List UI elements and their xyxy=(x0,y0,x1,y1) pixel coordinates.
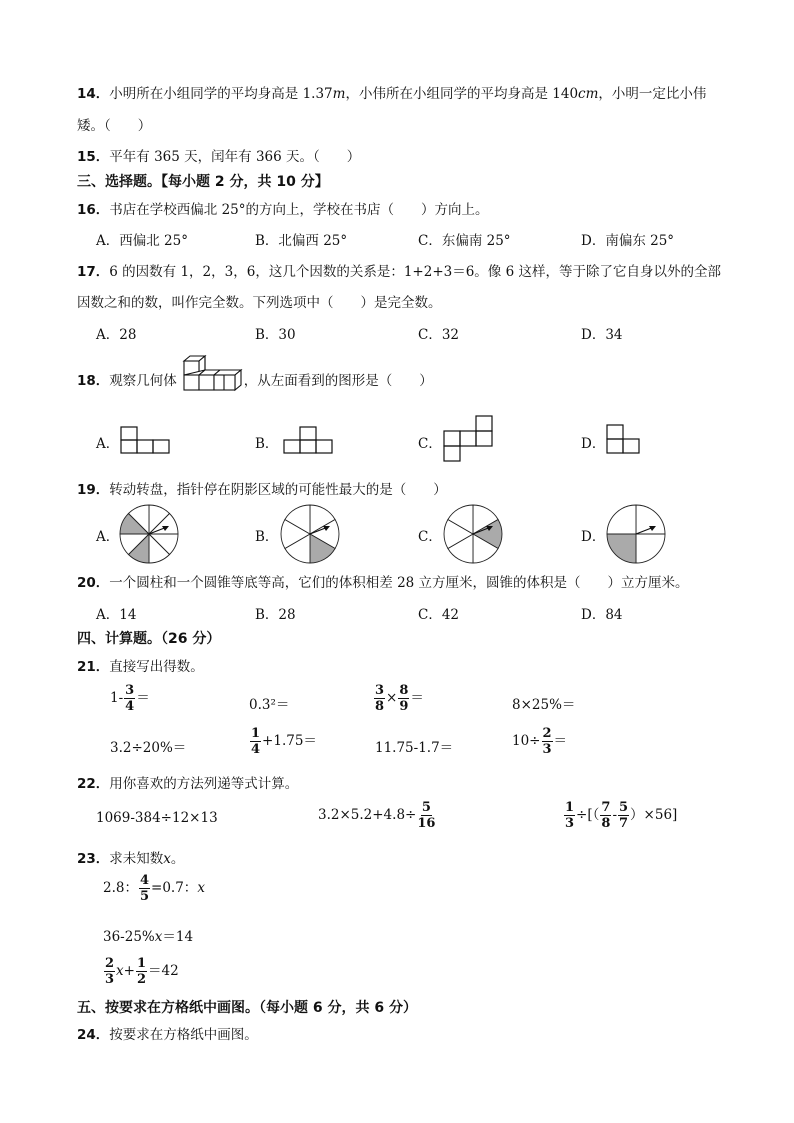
q19-spinner-b xyxy=(279,503,341,565)
q22-expr-3: $\frac{1}{3}$ ÷[（ $\frac{7}{8}$ - $\frac{5}{7}$ ）×56] xyxy=(565,800,678,831)
q21-expr-5: 3.2÷20%＝ xyxy=(110,740,187,756)
q18-option-b-figure xyxy=(283,426,333,454)
question-15: 15．平年有 365 天，闰年有 366 天。（ ） xyxy=(77,149,361,165)
q16-option-d[interactable]: D．南偏东 25° xyxy=(581,233,675,249)
q17-option-c[interactable]: C．32 xyxy=(418,327,460,343)
q21-expr-2: 0.3²＝ xyxy=(249,697,290,713)
q19-spinner-a xyxy=(118,503,180,565)
q18-option-c-figure xyxy=(443,415,495,463)
q16-option-b[interactable]: B．北偏西 25° xyxy=(255,233,348,249)
q20-option-c[interactable]: C．42 xyxy=(418,607,460,623)
q21-expr-3: $\frac{3}{8}$ × $\frac{8}{9}$ ＝ xyxy=(375,683,424,714)
question-17: 17．6 的因数有 1，2，3，6，这几个因数的关系是：1+2+3＝6。像 6 这样，等于除了它自身以外的全部 xyxy=(77,264,721,280)
q20-option-d[interactable]: D．84 xyxy=(581,607,623,623)
q22-expr-1: 1069-384÷12×13 xyxy=(96,810,218,826)
q17-option-b[interactable]: B．30 xyxy=(255,327,296,343)
q20-option-a[interactable]: A．14 xyxy=(96,607,137,623)
q20-option-b[interactable]: B．28 xyxy=(255,607,296,623)
question-14-line2: 矮。（ ） xyxy=(77,118,152,134)
question-20: 20．一个圆柱和一个圆锥等底等高，它们的体积相差 28 立方厘米，圆锥的体积是（ ）立方厘米。 xyxy=(77,575,689,591)
section-4-heading: 四、计算题。（26 分） xyxy=(77,631,221,647)
q23-equation-1: 2.8： $\frac{4}{5}$ =0.7：x xyxy=(103,873,205,904)
section-5-heading: 五、按要求在方格纸中画图。（每小题 6 分，共 6 分） xyxy=(77,1000,417,1016)
q19-spinner-d xyxy=(605,503,667,565)
question-24: 24．按要求在方格纸中画图。 xyxy=(77,1027,258,1043)
q21-expr-1: 1- $\frac{3}{4}$ ＝ xyxy=(110,683,150,714)
q18-option-a-figure xyxy=(120,426,170,454)
q21-expr-8: 10÷ $\frac{2}{3}$ ＝ xyxy=(512,726,568,757)
q19-option-a[interactable]: A． xyxy=(96,529,120,545)
question-16: 16．书店在学校西偏北 25°的方向上，学校在书店（ ）方向上。 xyxy=(77,202,489,218)
q16-option-c[interactable]: C．东偏南 25° xyxy=(418,233,511,249)
q23-equation-2: 36-25%x＝14 xyxy=(103,929,194,945)
q19-option-b[interactable]: B． xyxy=(255,529,279,545)
q21-expr-6: $\frac{1}{4}$ +1.75＝ xyxy=(251,726,317,757)
question-17-line2: 因数之和的数，叫作完全数。下列选项中（ ）是完全数。 xyxy=(77,295,442,311)
q17-option-a[interactable]: A．28 xyxy=(96,327,137,343)
question-14: 14．小明所在小组同学的平均身高是 1.37m，小伟所在小组同学的平均身高是 140cm，小明一定比小伟 xyxy=(77,86,707,102)
question-21: 21．直接写出得数。 xyxy=(77,659,204,675)
q21-expr-7: 11.75-1.7＝ xyxy=(375,740,454,756)
q19-option-d[interactable]: D． xyxy=(581,529,606,545)
q18-option-d-figure xyxy=(606,424,642,454)
q16-option-a[interactable]: A．西偏北 25° xyxy=(96,233,188,249)
q18-option-a[interactable]: A． xyxy=(96,436,120,452)
section-3-heading: 三、选择题。【每小题 2 分，共 10 分】 xyxy=(77,174,329,190)
q23-equation-3: $\frac{2}{3}$ x+ $\frac{1}{2}$ ＝42 xyxy=(105,956,179,987)
question-22: 22．用你喜欢的方法列递等式计算。 xyxy=(77,776,299,792)
q19-spinner-c xyxy=(442,503,504,565)
q22-expr-2: 3.2×5.2+4.8÷ $\frac{5}{16}$ xyxy=(318,800,436,831)
q18-option-d[interactable]: D． xyxy=(581,436,606,452)
geometric-solid-figure xyxy=(179,355,245,395)
q19-option-c[interactable]: C． xyxy=(418,529,442,545)
q18-option-c[interactable]: C． xyxy=(418,436,442,452)
q17-option-d[interactable]: D．34 xyxy=(581,327,623,343)
q18-option-b[interactable]: B． xyxy=(255,436,279,452)
q21-expr-4: 8×25%＝ xyxy=(512,697,576,713)
question-18: 18．观察几何体 ，从左面看到的图形是（ ） xyxy=(77,373,433,389)
question-23: 23．求未知数x。 xyxy=(77,851,185,867)
question-19: 19．转动转盘，指针停在阴影区域的可能性最大的是（ ） xyxy=(77,482,447,498)
